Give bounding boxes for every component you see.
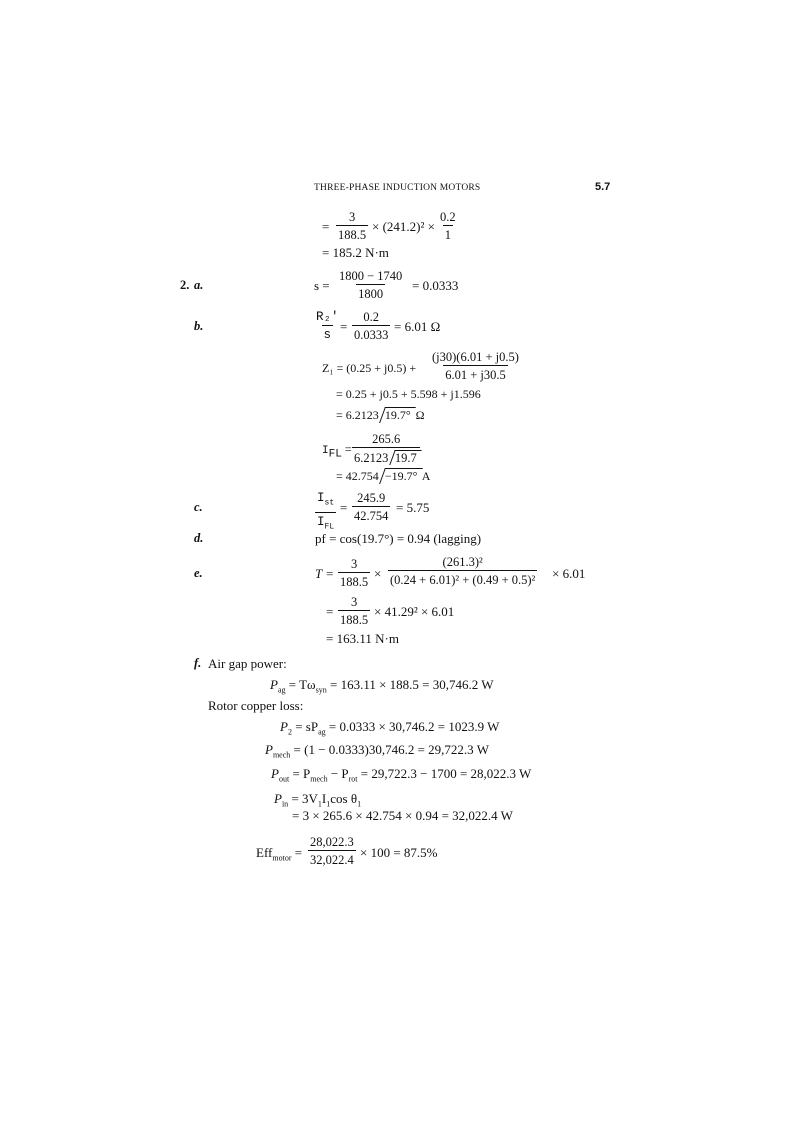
e2-result: × 41.29² × 6.01 bbox=[374, 604, 455, 619]
e2-eq: = bbox=[326, 604, 334, 619]
e2-fraction: $\frac{3}{188.5}$ bbox=[340, 595, 369, 627]
e-times: × bbox=[374, 566, 382, 581]
part-d-label: d. bbox=[194, 531, 204, 545]
angle-symbol: −19.7° bbox=[379, 468, 422, 484]
z1-lhs: Z₁ = (0.25 + j0.5) + bbox=[322, 361, 417, 375]
part-b-label: b. bbox=[194, 319, 204, 333]
b-result: = 6.01 Ω bbox=[394, 319, 441, 334]
part-e-label: e. bbox=[194, 566, 203, 580]
e3-result: = 163.11 N·m bbox=[326, 631, 399, 646]
rotor-copper-title: Rotor copper loss: bbox=[208, 698, 304, 713]
efficiency-result: × 100 = 87.5% bbox=[360, 845, 438, 860]
z1-line2: = 0.25 + j0.5 + 5.598 + j1.596 bbox=[336, 387, 481, 401]
z1-fraction: $\frac{(j30)(6.01 + j0.5)}{6.01 + j30.5}$ bbox=[432, 350, 519, 382]
c-eq: = bbox=[340, 500, 348, 515]
efficiency-fraction: $\frac{28,022.3}{32,022.4}$ bbox=[310, 835, 354, 867]
equation-torque-result: = 185.2 N·m bbox=[322, 245, 389, 260]
slip-result: = 0.0333 bbox=[412, 278, 459, 293]
slip-lhs: s = bbox=[314, 278, 330, 293]
angle-symbol: 19.7° bbox=[379, 407, 416, 423]
problem-number: 2. bbox=[180, 278, 190, 292]
r2-over-s: $\frac{\text{R₂′}}{s}$ bbox=[316, 310, 339, 342]
part-c-label: c. bbox=[194, 500, 203, 514]
power-factor-eq: pf = cos(19.7°) = 0.94 (lagging) bbox=[315, 531, 482, 546]
input-power: $P_{in} = 3V_1I_1\cos$ $\theta_1$ bbox=[274, 791, 362, 809]
fraction-3-over-188: $\frac{3}{188.5}$ bbox=[338, 210, 367, 242]
output-power: $P_{out} = P_{mech} - P_{rot} = 29,722.3 - 1700 = 28,022.3$ W bbox=[271, 766, 532, 784]
e-fraction-1: $\frac{3}{188.5}$ bbox=[340, 557, 369, 589]
ifl-fraction: $\frac{265.6}{6.2123 19.7}$ bbox=[352, 432, 420, 465]
input-power-line2: = 3 × 265.6 × 42.754 × 0.94 = 32,022.4 W bbox=[292, 808, 513, 823]
equation-torque-eq: = bbox=[322, 219, 330, 234]
torque-lhs: T = bbox=[315, 566, 335, 581]
e-fraction-2: $\frac{\text{(261.3)²}}{\text{(0.24 + 6.01)² + (0.49 + 0.5)²}}$ bbox=[390, 555, 536, 587]
rotor-copper-loss: $P_2 = sP_{ag} = 0.0333 \times 30,746.2 = 1023.9$ W bbox=[280, 719, 500, 737]
c-fraction: $\frac{245.9}{42.754}$ bbox=[354, 491, 389, 523]
slip-fraction: $\frac{1800 - 1740}{1800}$ bbox=[339, 269, 403, 301]
air-gap-title: Air gap power: bbox=[208, 656, 287, 671]
mechanical-power: $P_{mech} = (1 - 0.0333)30,746.2 = 29,722.3$ W bbox=[265, 742, 489, 760]
air-gap-power: $P_{ag} = T\omega_{syn} = 163.11 \times 188.5 = 30,746.2$ W bbox=[270, 677, 494, 695]
equation-torque-mid: × (241.2)² × bbox=[372, 219, 435, 234]
c-result: = 5.75 bbox=[396, 500, 430, 515]
part-a-label: a. bbox=[194, 278, 204, 292]
e-result: × 6.01 bbox=[552, 566, 586, 581]
part-f-label: f. bbox=[194, 656, 202, 670]
fraction-0.2-over-1: $\frac{0.2}{1}$ bbox=[440, 210, 456, 242]
b-eq: = bbox=[340, 319, 348, 334]
page-number: 5.7 bbox=[595, 181, 611, 193]
z1-line3: = 6.2123 19.7° Ω bbox=[336, 408, 425, 422]
ifl-line2: = 42.754 −19.7° A bbox=[336, 469, 431, 483]
running-title: THREE-PHASE INDUCTION MOTORS bbox=[314, 183, 481, 193]
ist-over-ifl: $I_{st}$ $I_{FL}$ bbox=[315, 491, 336, 534]
ifl-lhs: $I_{FL}$ = bbox=[322, 442, 352, 461]
b-fraction: $\frac{0.2}{0.0333}$ bbox=[354, 310, 389, 342]
efficiency-lhs: Eff$_{motor}$ = bbox=[256, 845, 303, 863]
